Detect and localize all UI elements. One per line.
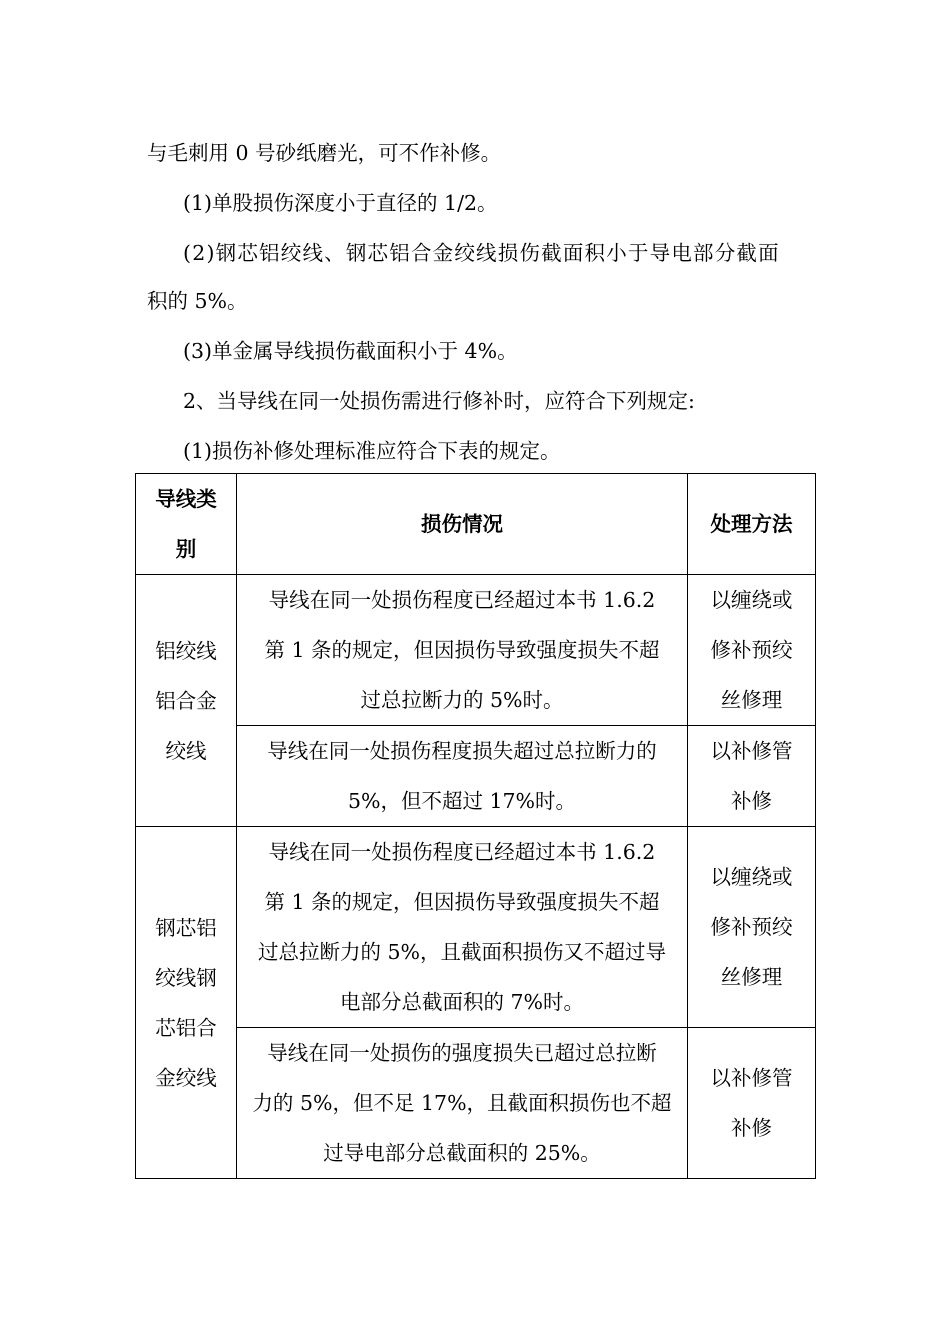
table-header-row [136, 474, 816, 575]
paragraph-table-intro: (1)损伤补修处理标准应符合下表的规定。 [183, 439, 561, 463]
condition-line: 第 1 条的规定，但因损伤导致强度损失不超 [264, 890, 660, 914]
condition-line: 5%，但不超过 17%时。 [347, 789, 577, 813]
treatment-method-cell [688, 575, 816, 726]
table-row [136, 1028, 816, 1179]
paragraph-acsr-area-line2: 积的 5%。 [147, 289, 248, 313]
condition-line: 导线在同一处损伤程度损失超过总拉断力的 [267, 739, 657, 763]
conductor-type-line: 铝合金 [155, 688, 217, 713]
method-line: 以缠绕或 [710, 588, 793, 612]
conductor-type-line: 绞线钢 [155, 965, 217, 990]
table-row [136, 575, 816, 726]
header-treatment-method: 处理方法 [688, 474, 816, 575]
header-damage-condition: 损伤情况 [237, 474, 688, 575]
paragraph-single-metal-area: (3)单金属导线损伤截面积小于 4%。 [183, 339, 518, 363]
damage-condition-cell [237, 827, 688, 1028]
method-line: 以缠绕或 [710, 865, 793, 889]
condition-line: 过总拉断力的 5%，且截面积损伤又不超过导 [257, 940, 667, 964]
damage-condition-cell [237, 726, 688, 827]
condition-line: 导线在同一处损伤的强度损失已超过总拉断 [267, 1041, 657, 1065]
conductor-type-line: 铝绞线 [155, 638, 217, 663]
method-line: 补修 [731, 1116, 772, 1140]
table-row [136, 726, 816, 827]
conductor-type-line: 钢芯铝 [155, 915, 217, 940]
condition-line: 电部分总截面积的 7%时。 [339, 990, 585, 1014]
paragraph-sanding-note: 与毛刺用 0 号砂纸磨光，可不作补修。 [147, 141, 502, 165]
condition-line: 力的 5%，但不足 17%，且截面积损伤也不超 [252, 1091, 672, 1115]
condition-line: 过导电部分总截面积的 25%。 [323, 1141, 601, 1165]
condition-line: 第 1 条的规定，但因损伤导致强度损失不超 [264, 638, 660, 662]
method-line: 以补修管 [710, 739, 793, 763]
conductor-type-line: 绞线 [165, 738, 207, 763]
method-line: 以补修管 [710, 1066, 793, 1090]
condition-line: 过总拉断力的 5%时。 [360, 688, 564, 712]
method-line: 丝修理 [720, 965, 783, 989]
method-line: 丝修理 [720, 688, 783, 712]
condition-line: 导线在同一处损伤程度已经超过本书 1.6.2 [268, 588, 656, 612]
paragraph-repair-rules-intro: 2、当导线在同一处损伤需进行修补时，应符合下列规定: [183, 389, 695, 413]
method-line: 修补预绞 [710, 915, 793, 939]
conductor-type-cell [136, 827, 237, 1179]
method-line: 修补预绞 [710, 638, 793, 662]
damage-condition-cell [237, 575, 688, 726]
damage-condition-cell [237, 1028, 688, 1179]
repair-standard-table [135, 473, 816, 1179]
method-line: 补修 [731, 789, 772, 813]
header-type-line: 导线类 [155, 487, 217, 511]
header-conductor-type [136, 474, 237, 575]
header-type-line: 别 [175, 537, 197, 561]
table-row [136, 827, 816, 1028]
conductor-type-line: 金绞线 [155, 1065, 217, 1090]
paragraph-acsr-area-line1: (2)钢芯铝绞线、钢芯铝合金绞线损伤截面积小于导电部分截面 [183, 241, 780, 265]
paragraph-single-strand-depth: (1)单股损伤深度小于直径的 1/2。 [183, 191, 498, 215]
conductor-type-cell [136, 575, 237, 827]
treatment-method-cell [688, 827, 816, 1028]
treatment-method-cell [688, 1028, 816, 1179]
treatment-method-cell [688, 726, 816, 827]
condition-line: 导线在同一处损伤程度已经超过本书 1.6.2 [268, 840, 656, 864]
conductor-type-line: 芯铝合 [155, 1015, 217, 1040]
